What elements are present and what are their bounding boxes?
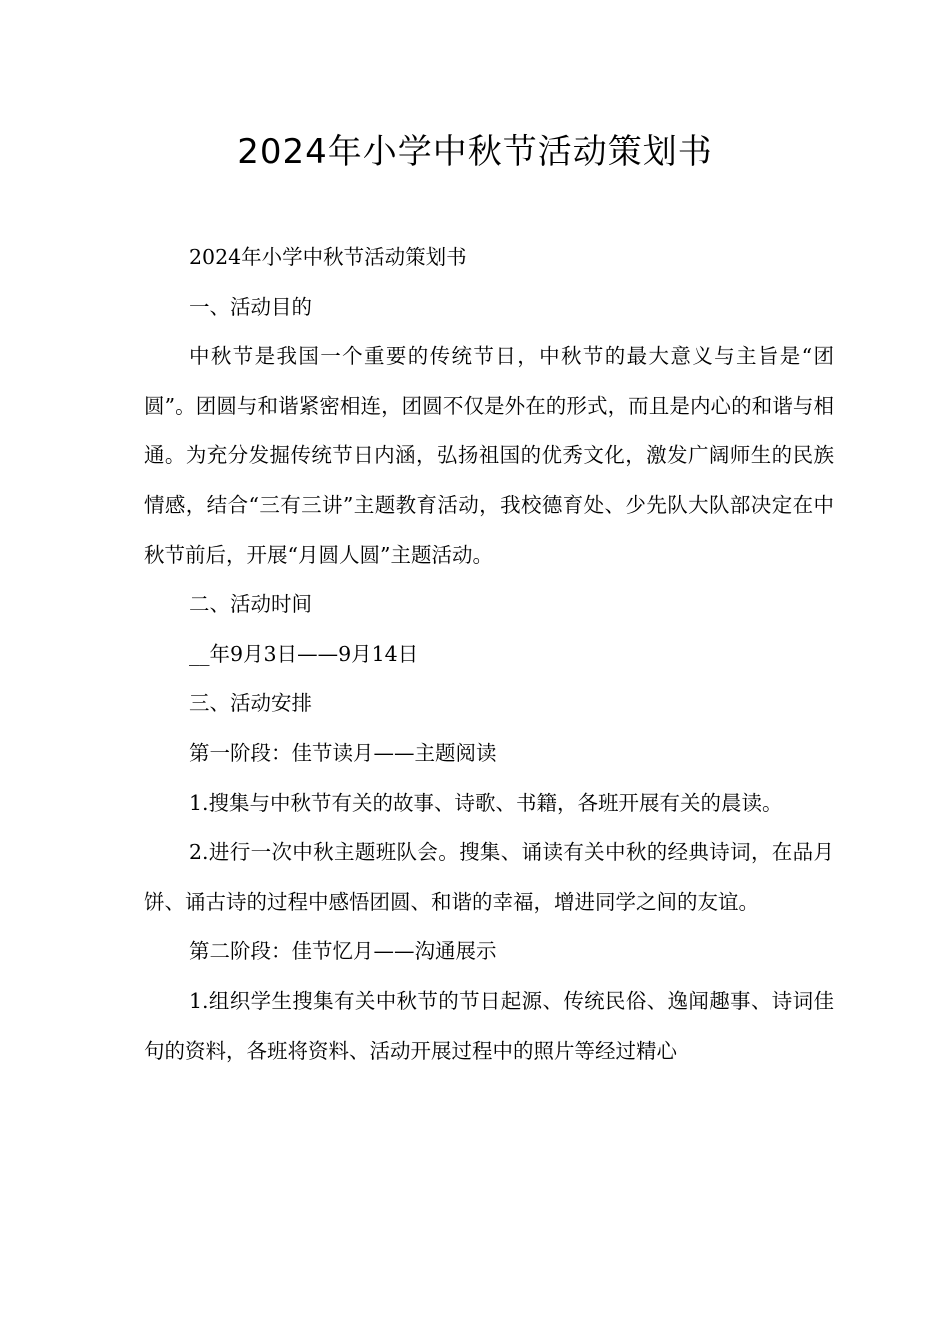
body-paragraph-stage1-item2: 2.进行一次中秋主题班队会。搜集、诵读有关中秋的经典诗词，在品月饼、诵古诗的过程中感悟团圆、和谐的幸福，增进同学之间的友谊。: [144, 840, 834, 914]
document-body: [144, 233, 834, 1076]
stage-heading-1: 第一阶段：佳节读月——主题阅读: [189, 740, 497, 765]
body-paragraph-heading: 2024年小学中秋节活动策划书: [189, 245, 467, 269]
section-heading-purpose: 一、活动目的: [189, 294, 312, 319]
document-title: 2024年小学中秋节活动策划书: [237, 132, 713, 172]
section-heading-arrangement: 三、活动安排: [189, 691, 312, 716]
body-paragraph-stage2-item1: 1.组织学生搜集有关中秋节的节日起源、传统民俗、逸闻趣事、诗词佳句的资料，各班将资料、活动开展过程中的照片等经过精心: [144, 988, 834, 1063]
section-heading-time: 二、活动时间: [189, 592, 312, 617]
body-paragraph-time: __年9月3日——9月14日: [189, 641, 419, 666]
body-paragraph-purpose: 中秋节是我国一个重要的传统节日，中秋节的最大意义与主旨是“团圆”。团圆与和谐紧密相连，团圆不仅是外在的形式，而且是内心的和谐与相通。为充分发掘传统节日内涵，弘扬祖国的优秀文化，激发广阔师生的民族情感，结合“三有三讲”主题教育活动，我校德育处、少先队大队部决定在中秋节前后，开展“月圆人圆”主题活动。: [144, 344, 834, 567]
stage-heading-2: 第二阶段：佳节忆月——沟通展示: [189, 939, 497, 964]
body-paragraph-stage1-item1: 1.搜集与中秋节有关的故事、诗歌、书籍，各班开展有关的晨读。: [189, 790, 783, 815]
